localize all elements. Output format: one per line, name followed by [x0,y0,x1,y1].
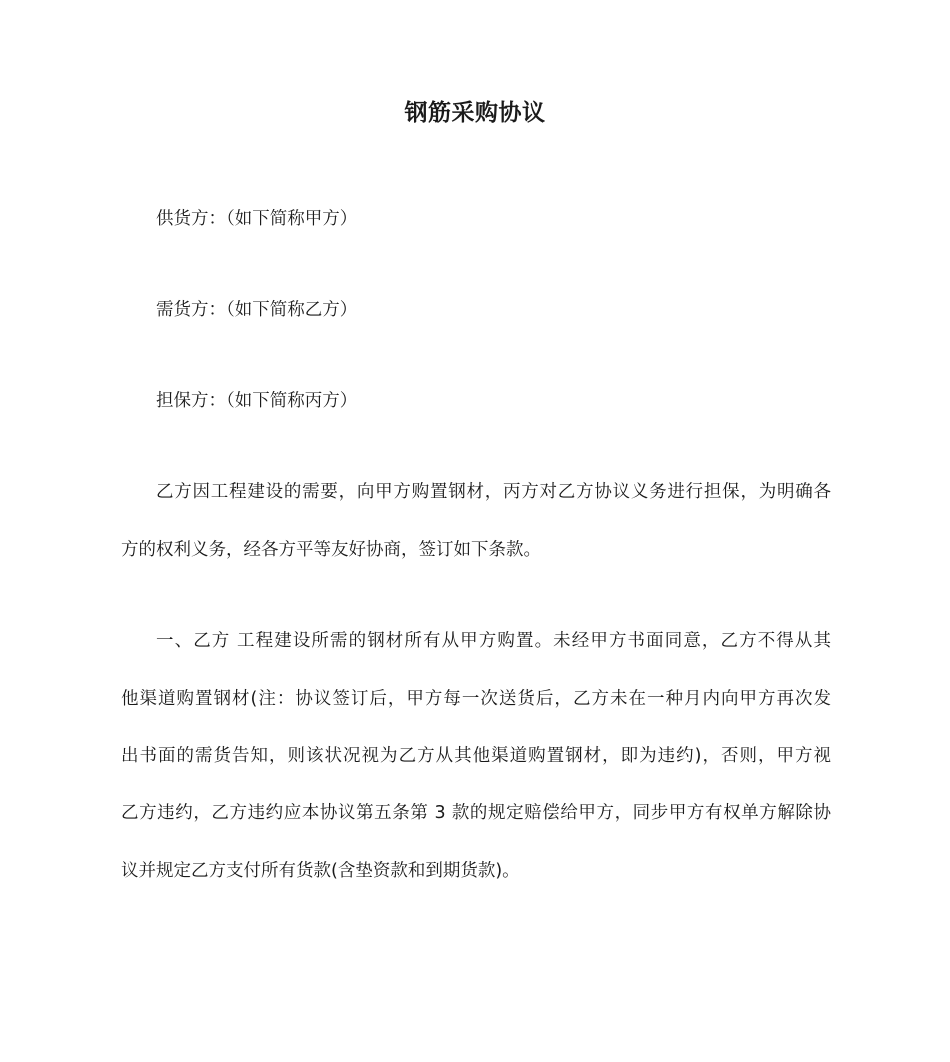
guarantor-party-line: 担保方：（如下简称丙方） [156,391,358,411]
document-title: 钢筋采购协议 [404,100,546,126]
clause-1-line-3: 出书面的需货告知，则该状况视为乙方从其他渠道购置钢材，即为违约)，否则，甲方视 [121,746,831,766]
supplier-party-line: 供货方：（如下简称甲方） [156,209,358,229]
buyer-party-line: 需货方：（如下简称乙方） [156,300,358,320]
intro-paragraph-line-2: 方的权利义务，经各方平等友好协商，签订如下条款。 [121,540,541,560]
intro-paragraph-line-1: 乙方因工程建设的需要，向甲方购置钢材，丙方对乙方协议义务进行担保，为明确各 [156,482,831,502]
clause-1-line-2: 他渠道购置钢材(注：协议签订后，甲方每一次送货后，乙方未在一种月内向甲方再次发 [121,689,831,709]
clause-1-line-4: 乙方违约，乙方违约应本协议第五条第 3 款的规定赔偿给甲方，同步甲方有权单方解除协 [121,803,831,823]
clause-1-line-5: 议并规定乙方支付所有货款(含垫资款和到期货款)。 [121,861,520,881]
clause-1-line-1: 一、乙方 工程建设所需的钢材所有从甲方购置。未经甲方书面同意，乙方不得从其 [156,631,831,651]
